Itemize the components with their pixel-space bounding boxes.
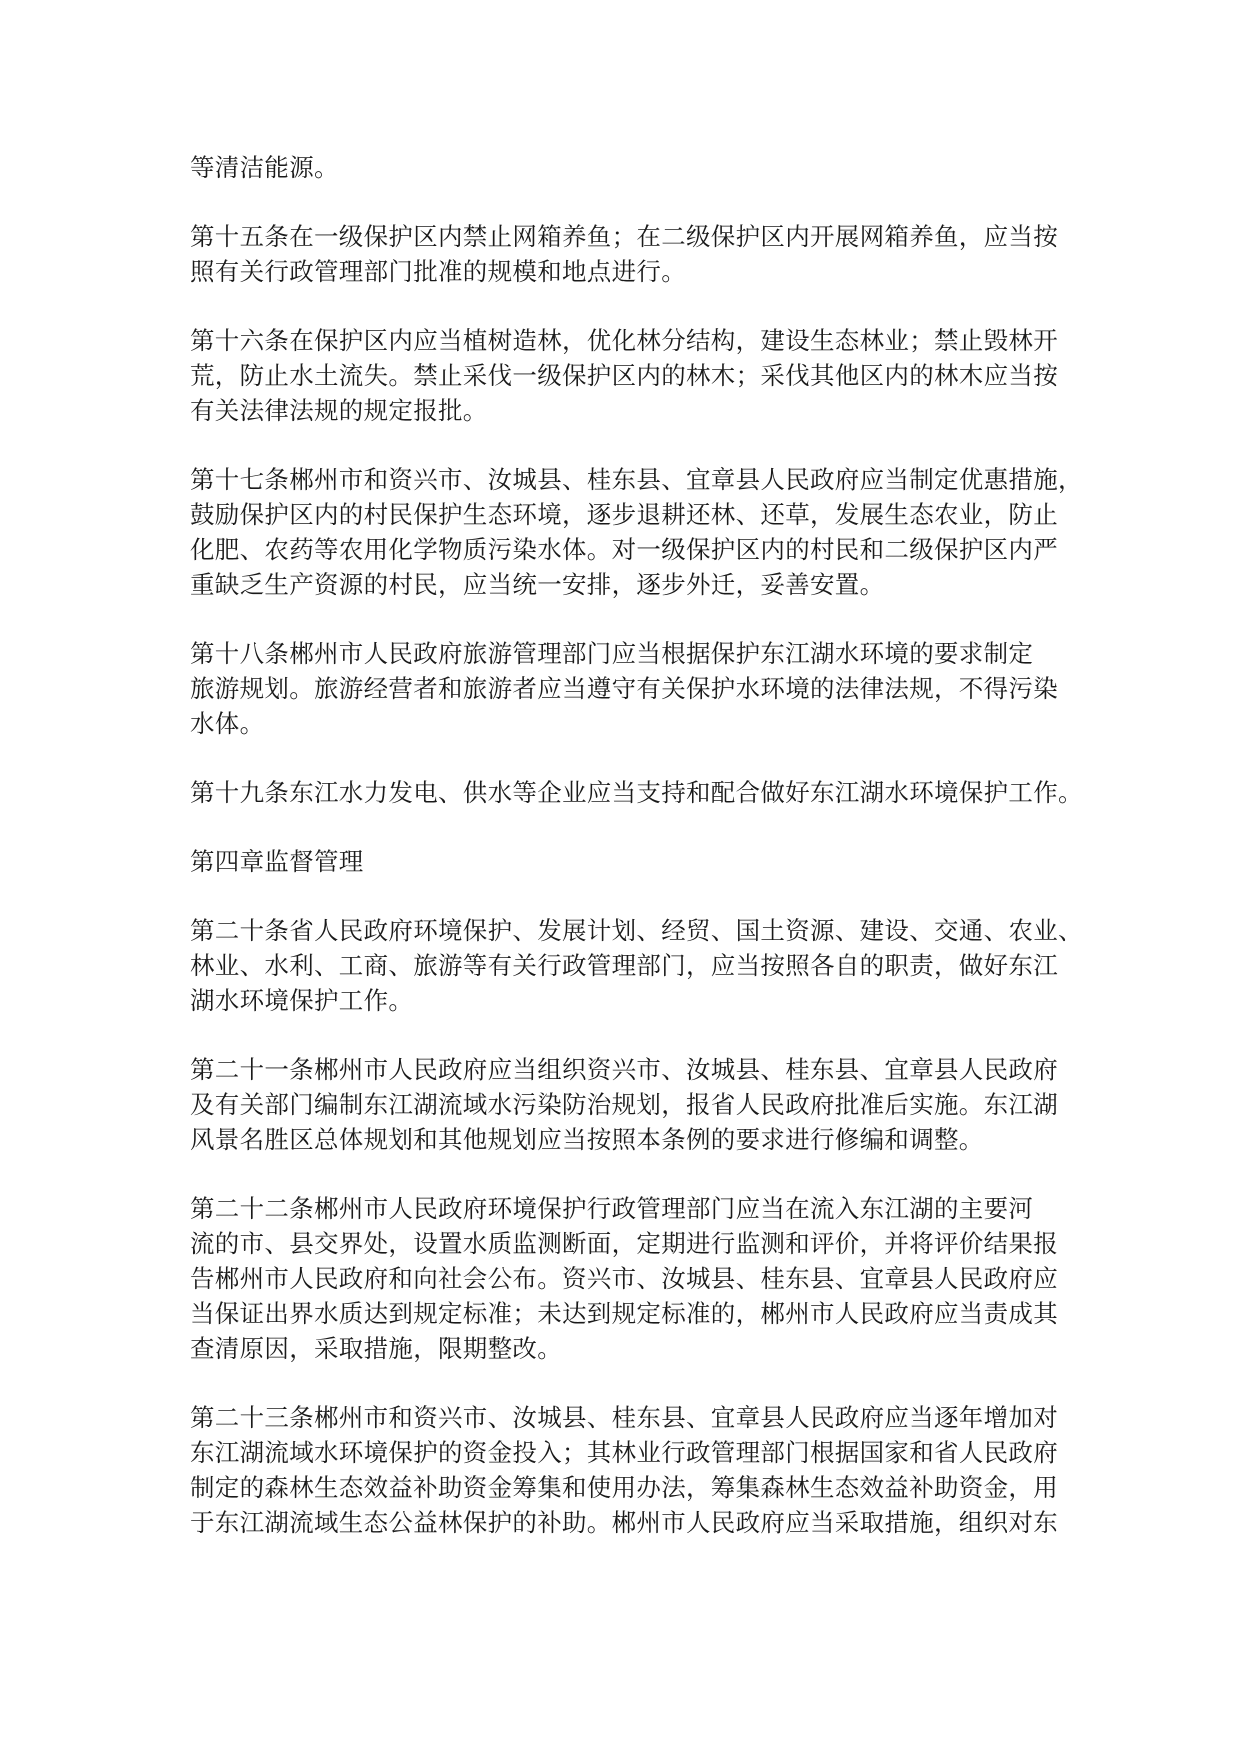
text-line: 化肥、农药等农用化学物质污染水体。对一级保护区内的村民和二级保护区内严 — [190, 535, 1058, 564]
text-line: 第十九条东江水力发电、供水等企业应当支持和配合做好东江湖水环境保护工作。 — [190, 778, 1083, 807]
text-line: 及有关部门编制东江湖流域水污染防治规划，报省人民政府批准后实施。东江湖 — [190, 1090, 1058, 1119]
text-line: 流的市、县交界处，设置水质监测断面，定期进行监测和评价，并将评价结果报 — [190, 1229, 1058, 1258]
document-body — [190, 150, 1083, 1574]
text-line: 湖水环境保护工作。 — [190, 986, 414, 1015]
text-line: 第十八条郴州市人民政府旅游管理部门应当根据保护东江湖水环境的要求制定 — [190, 639, 1034, 668]
paragraph — [190, 219, 1060, 289]
text-line: 旅游规划。旅游经营者和旅游者应当遵守有关保护水环境的法律法规，不得污染 — [190, 674, 1058, 703]
paragraph — [190, 844, 1060, 879]
text-line: 风景名胜区总体规划和其他规划应当按照本条例的要求进行修编和调整。 — [190, 1125, 984, 1154]
text-line: 第十七条郴州市和资兴市、汝城县、桂东县、宜章县人民政府应当制定优惠措施， — [190, 465, 1083, 494]
paragraph — [190, 1400, 1060, 1540]
paragraph — [190, 323, 1060, 428]
text-line: 第四章监督管理 — [190, 847, 364, 876]
text-line: 第二十一条郴州市人民政府应当组织资兴市、汝城县、桂东县、宜章县人民政府 — [190, 1055, 1058, 1084]
text-line: 当保证出界水质达到规定标准；未达到规定标准的，郴州市人民政府应当责成其 — [190, 1299, 1058, 1328]
text-line: 重缺乏生产资源的村民，应当统一安排，逐步外迁，妥善安置。 — [190, 570, 885, 599]
text-line: 第十六条在保护区内应当植树造林，优化林分结构，建设生态林业；禁止毁林开 — [190, 326, 1058, 355]
text-line: 第二十二条郴州市人民政府环境保护行政管理部门应当在流入东江湖的主要河 — [190, 1194, 1034, 1223]
text-line: 东江湖流域水环境保护的资金投入；其林业行政管理部门根据国家和省人民政府 — [190, 1438, 1058, 1467]
text-line: 荒，防止水土流失。禁止采伐一级保护区内的林木；采伐其他区内的林木应当按 — [190, 361, 1058, 390]
text-line: 等清洁能源。 — [190, 153, 339, 182]
paragraph — [190, 636, 1060, 741]
paragraph — [190, 775, 1083, 810]
text-line: 查清原因，采取措施，限期整改。 — [190, 1334, 562, 1363]
text-line: 第二十条省人民政府环境保护、发展计划、经贸、国土资源、建设、交通、农业、 — [190, 916, 1083, 945]
paragraph — [190, 462, 1083, 602]
paragraph — [190, 150, 1060, 185]
text-line: 制定的森林生态效益补助资金筹集和使用办法，筹集森林生态效益补助资金，用 — [190, 1473, 1058, 1502]
text-line: 第二十三条郴州市和资兴市、汝城县、桂东县、宜章县人民政府应当逐年增加对 — [190, 1403, 1058, 1432]
text-line: 水体。 — [190, 709, 265, 738]
text-line: 于东江湖流域生态公益林保护的补助。郴州市人民政府应当采取措施，组织对东 — [190, 1508, 1058, 1537]
text-line: 鼓励保护区内的村民保护生态环境，逐步退耕还林、还草，发展生态农业，防止 — [190, 500, 1058, 529]
text-line: 照有关行政管理部门批准的规模和地点进行。 — [190, 257, 686, 286]
text-line: 林业、水利、工商、旅游等有关行政管理部门，应当按照各自的职责，做好东江 — [190, 951, 1058, 980]
paragraph — [190, 1191, 1060, 1366]
text-line: 告郴州市人民政府和向社会公布。资兴市、汝城县、桂东县、宜章县人民政府应 — [190, 1264, 1058, 1293]
text-line: 第十五条在一级保护区内禁止网箱养鱼；在二级保护区内开展网箱养鱼，应当按 — [190, 222, 1058, 251]
paragraph — [190, 913, 1083, 1018]
paragraph — [190, 1052, 1060, 1157]
text-line: 有关法律法规的规定报批。 — [190, 396, 488, 425]
